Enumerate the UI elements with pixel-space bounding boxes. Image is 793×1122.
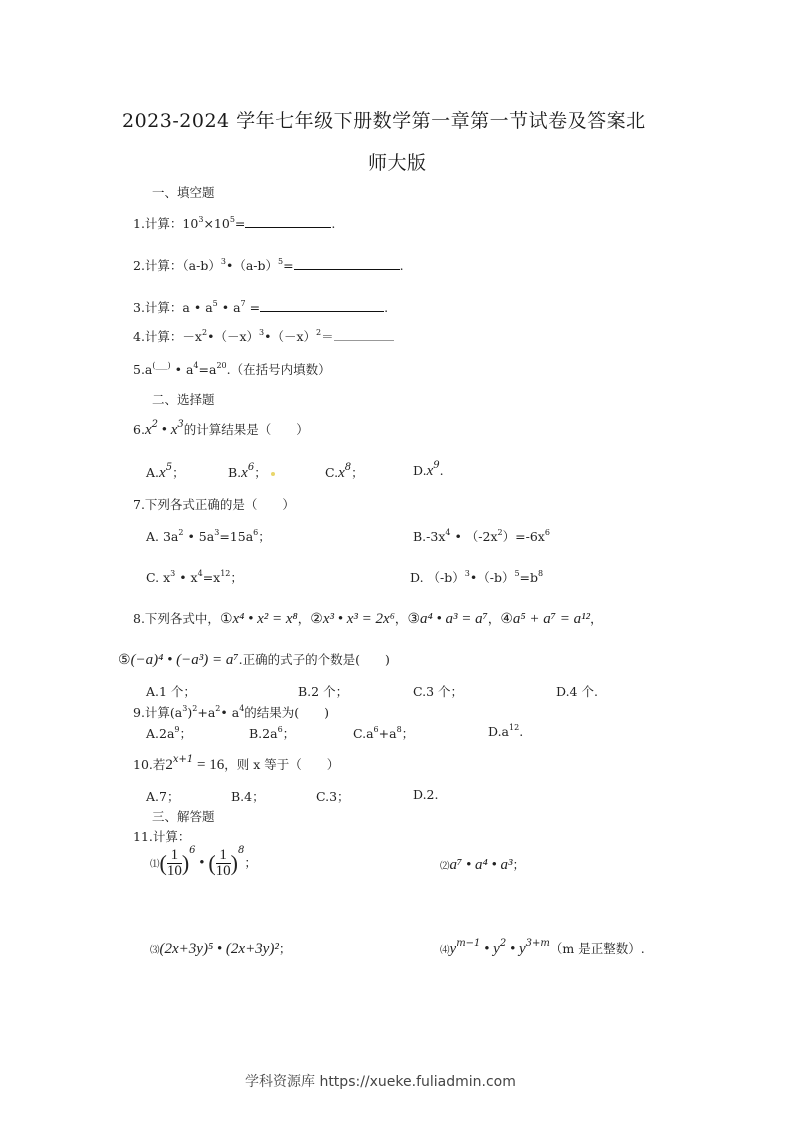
answer-paren-5[interactable]: (___) — [152, 361, 171, 370]
option-8a[interactable]: A.1 个； — [146, 684, 196, 699]
question-4: 4.计算：$-x^2•(-x)^3•(-x)^2=$ — [133, 327, 394, 345]
question-11-part3: ⑶(2x+3y)⁵ • (2x+3y)²； — [150, 941, 292, 957]
section-heading-choice: 二、选择题 — [152, 392, 215, 407]
question-11-part2: ⑵a⁷ • a⁴ • a³； — [440, 857, 525, 873]
option-6c[interactable]: $C.x^8$； — [325, 462, 364, 481]
option-8b[interactable]: B.2 个； — [298, 684, 349, 699]
footer-source: 学科资源库 https://xueke.fuliadmin.com — [245, 1074, 516, 1090]
option-9a[interactable]: $A.2a^9$； — [146, 725, 193, 741]
question-8: 8.下列各式中，①x⁴ • x² = x⁸，②x³ • x³ = 2x⁶，③a⁴ • a³ = a⁷，④a⁵ + a⁷ = a¹²， — [133, 611, 603, 627]
option-10c[interactable]: C.3； — [316, 789, 350, 804]
question-8-line2: ⑤(−a)⁴ • (−a³) = a⁷.正确的式子的个数是( ) — [118, 652, 390, 668]
document-title-line1: 2023-2024 学年七年级下册数学第一章第一节试卷及答案北 — [122, 110, 646, 132]
question-11-part1: ⑴( $\frac{1}{10}$ )$^6$ • ( $\frac{1}{10}$ )$^8$； — [150, 845, 257, 879]
option-9c[interactable]: $C.a^6+a^8$； — [353, 725, 415, 741]
answer-blank-4[interactable] — [334, 328, 394, 341]
question-7: 7.下列各式正确的是（ ） — [133, 497, 295, 512]
question-11: 11.计算： — [133, 829, 191, 844]
answer-blank-3[interactable] — [260, 299, 384, 312]
answer-blank-1[interactable] — [245, 215, 331, 228]
question-3: 3.计算：a • $a^5$ • $a^7$ = . — [133, 299, 389, 315]
option-9d[interactable]: $D.a^{12}$. — [488, 723, 524, 739]
question-1: 1.计算：$10^3\times 10^5=$ . — [133, 215, 336, 231]
answer-blank-2[interactable] — [294, 257, 400, 270]
option-7d[interactable]: D. $(-b)^3•(-b)^5=b^8$ — [410, 569, 544, 585]
section-heading-solution: 三、解答题 — [152, 809, 215, 824]
stray-mark — [271, 472, 275, 476]
option-6a[interactable]: $A.x^5$； — [146, 462, 185, 481]
option-10b[interactable]: B.4； — [231, 789, 265, 804]
question-11-part4: $⑷y^{m-1}$ • $y^2$ • $y^{3+m}(m$ 是正整数）. — [440, 938, 645, 957]
option-10a[interactable]: A.7； — [146, 789, 180, 804]
question-6: $6.x^2$ • $x^3$的计算结果是（ ） — [133, 419, 309, 438]
question-9: 9.计算$(a^3)^2+a^2•$ $a^4$的结果为( ) — [133, 704, 330, 720]
option-8d[interactable]: D.4 个. — [556, 684, 598, 699]
question-5: 5.a(___) • $a^4=a^{20}$.（在括号内填数） — [133, 361, 331, 377]
question-10: 10.若$2^{x+1} = 16$，则 x 等于（ ） — [133, 754, 340, 773]
section-heading-fill-blank: 一、填空题 — [152, 185, 215, 200]
option-8c[interactable]: C.3 个； — [413, 684, 464, 699]
document-title-line2: 师大版 — [368, 152, 427, 174]
option-7b[interactable]: $B.-3x^4$ • $(-2x^2)=-6x^6$ — [413, 528, 550, 544]
option-10d[interactable]: D.2. — [413, 787, 439, 802]
option-6d[interactable]: $D.x^9$. — [413, 460, 444, 479]
option-9b[interactable]: $B.2a^6$； — [249, 725, 296, 741]
question-2: 2.计算：$(a-b)^3•(a-b)^5=$ . — [133, 257, 404, 273]
option-7c[interactable]: C. $x^3$ • $x^4=x^{12}$； — [146, 569, 243, 585]
option-6b[interactable]: $B.x^6$； — [228, 463, 275, 482]
option-7a[interactable]: A. $3a^2$ • $5a^3=15a^6$； — [146, 528, 271, 544]
